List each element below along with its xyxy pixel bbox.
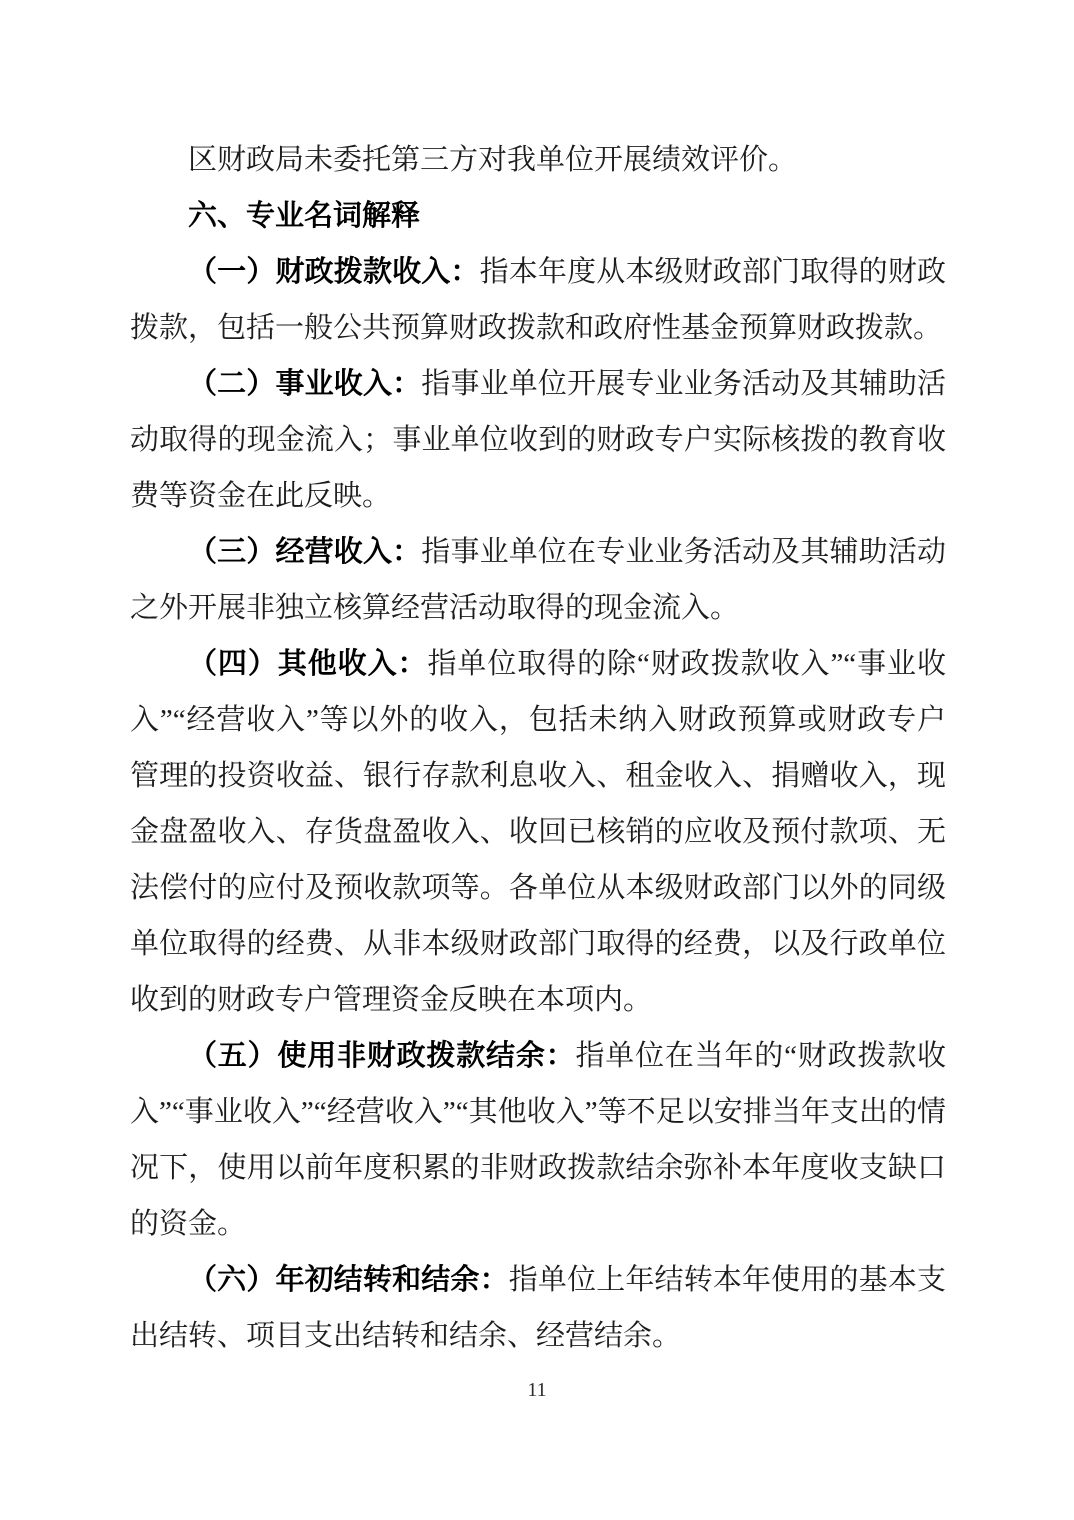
- term-label: （三）经营收入：: [188, 536, 422, 568]
- term-definition: 指事业单位在专业业务活动及其辅助活动之外开展非独立核算经营活动取得的现金流入。: [130, 536, 946, 624]
- term-label: （五）使用非财政拨款结余：: [188, 1040, 576, 1072]
- term-label: （一）财政拨款收入：: [188, 256, 480, 288]
- page-number: 11: [527, 1379, 547, 1401]
- term-label: （二）事业收入：: [188, 368, 422, 400]
- term-paragraph-non-fiscal-balance-use: [130, 1028, 946, 1252]
- term-definition: 指本年度从本级财政部门取得的财政拨款，包括一般公共预算财政拨款和政府性基金预算财政拨款。: [130, 256, 946, 344]
- section-heading: [130, 188, 946, 244]
- term-paragraph-fiscal-appropriation-income: [130, 244, 946, 356]
- term-paragraph-beginning-year-carryover: [130, 1252, 946, 1364]
- term-definition: 指事业单位开展专业业务活动及其辅助活动取得的现金流入；事业单位收到的财政专户实际核拨的教育收费等资金在此反映。: [130, 368, 946, 512]
- term-label: （六）年初结转和结余：: [188, 1264, 509, 1296]
- term-paragraph-business-income: [130, 524, 946, 636]
- intro-text: 区财政局未委托第三方对我单位开展绩效评价。: [188, 144, 798, 176]
- term-paragraph-operating-income-public-institution: [130, 356, 946, 524]
- term-definition: 指单位取得的除“财政拨款收入”“事业收入”“经营收入”等以外的收入，包括未纳入财政预算或财政专户管理的投资收益、银行存款利息收入、租金收入、捐赠收入，现金盘盈收入、存货盘盈收入、收回已核销的应收及预付款项、无法偿付的应付及预收款项等。各单位从本级财政部门以外的同级单位取得的经费、从非本级财政部门取得的经费，以及行政单位收到的财政专户管理资金反映在本项内。: [130, 648, 946, 1016]
- term-paragraph-other-income: [130, 636, 946, 1028]
- term-label: （四）其他收入：: [188, 648, 428, 680]
- term-definition: 指单位在当年的“财政拨款收入”“事业收入”“经营收入”“其他收入”等不足以安排当年支出的情况下，使用以前年度积累的非财政拨款结余弥补本年度收支缺口的资金。: [130, 1040, 946, 1240]
- intro-paragraph: [130, 132, 946, 188]
- term-definition: 指单位上年结转本年使用的基本支出结转、项目支出结转和结余、经营结余。: [130, 1264, 946, 1352]
- document-body: [130, 132, 946, 1364]
- section-heading-text: 六、专业名词解释: [188, 200, 421, 232]
